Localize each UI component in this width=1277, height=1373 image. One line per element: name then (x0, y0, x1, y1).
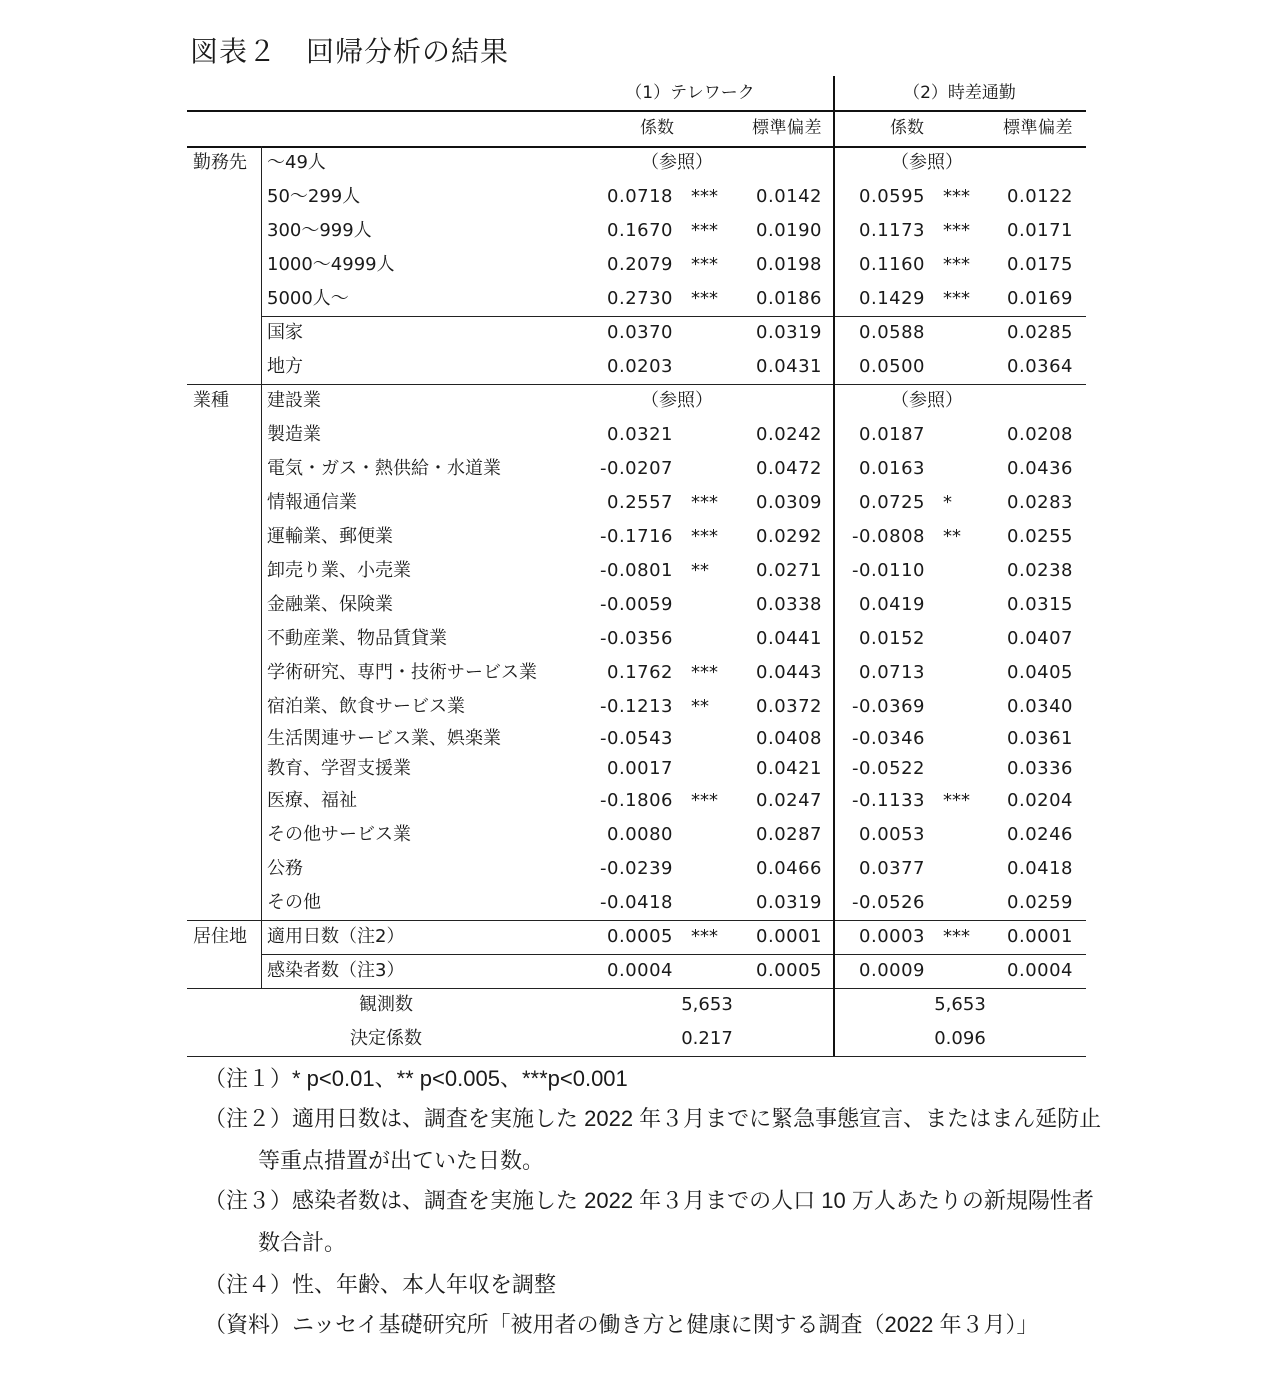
reference-marker-2: （参照） (891, 152, 963, 173)
se-2: 0.0407 (1007, 628, 1073, 649)
row-label: 不動産業、物品賃貸業 (267, 628, 447, 649)
group-label: 業種 (193, 390, 229, 411)
coef-header-2: 係数 (890, 118, 924, 138)
coef-2: 0.0725 (859, 492, 925, 513)
se-header-2: 標準偏差 (1003, 118, 1073, 138)
se-2: 0.0315 (1007, 594, 1073, 615)
se-1: 0.0292 (756, 526, 822, 547)
coef-1: -0.0239 (600, 858, 673, 879)
row-label: 国家 (267, 322, 303, 343)
coef-1: 0.0004 (607, 960, 673, 981)
coef-2: -0.0526 (852, 892, 925, 913)
summary-label: 観測数 (359, 994, 413, 1015)
coef-2: 0.0595 (859, 186, 925, 207)
se-2: 0.0336 (1007, 758, 1073, 779)
coef-1: 0.1762 (607, 662, 673, 683)
coef-1: 0.0017 (607, 758, 673, 779)
se-2: 0.0340 (1007, 696, 1073, 717)
row-label: 50～299人 (267, 186, 361, 207)
reference-marker-2: （参照） (891, 390, 963, 411)
se-2: 0.0238 (1007, 560, 1073, 581)
note-line: （注１）* p<0.01、** p<0.005、***p<0.001 (204, 1066, 628, 1091)
stars-2: *** (943, 220, 970, 241)
model-divider (833, 76, 835, 1056)
coef-2: 0.0053 (859, 824, 925, 845)
row-label: 金融業、保険業 (267, 594, 393, 615)
row-label: ～49人 (267, 152, 326, 173)
coef-2: 0.0713 (859, 662, 925, 683)
summary-value-1: 5,653 (681, 994, 733, 1015)
se-1: 0.0443 (756, 662, 822, 683)
row-label: その他サービス業 (267, 824, 411, 845)
coef-2: 0.0163 (859, 458, 925, 479)
coef-1: -0.0059 (600, 594, 673, 615)
row-label: 製造業 (267, 424, 321, 445)
coef-2: -0.0369 (852, 696, 925, 717)
coef-1: 0.2730 (607, 288, 673, 309)
row-label: 公務 (267, 858, 303, 879)
row-label: 運輸業、郵便業 (267, 526, 393, 547)
se-1: 0.0142 (756, 186, 822, 207)
se-2: 0.0171 (1007, 220, 1073, 241)
coef-1: 0.0005 (607, 926, 673, 947)
coef-2: 0.1173 (859, 220, 925, 241)
coef-2: 0.1160 (859, 254, 925, 275)
stars-1: *** (691, 926, 718, 947)
se-2: 0.0361 (1007, 728, 1073, 749)
coef-2: -0.0346 (852, 728, 925, 749)
se-2: 0.0436 (1007, 458, 1073, 479)
stars-2: *** (943, 288, 970, 309)
coef-1: -0.0418 (600, 892, 673, 913)
se-header-1: 標準偏差 (752, 118, 822, 138)
table-bottom-rule (187, 1056, 1086, 1057)
stars-2: ** (943, 526, 961, 547)
stars-1: *** (691, 662, 718, 683)
coef-1: 0.1670 (607, 220, 673, 241)
se-1: 0.0198 (756, 254, 822, 275)
summary-value-2: 0.096 (934, 1028, 986, 1049)
se-2: 0.0418 (1007, 858, 1073, 879)
stars-1: *** (691, 254, 718, 275)
se-2: 0.0175 (1007, 254, 1073, 275)
note-line: （注４）性、年齢、本人年収を調整 (204, 1272, 557, 1297)
stars-1: ** (691, 696, 709, 717)
stars-1: *** (691, 186, 718, 207)
coef-2: 0.0009 (859, 960, 925, 981)
stars-2: * (943, 492, 952, 513)
reference-marker-1: （参照） (641, 152, 713, 173)
coef-1: 0.0718 (607, 186, 673, 207)
row-label: 300～999人 (267, 220, 372, 241)
se-1: 0.0338 (756, 594, 822, 615)
stars-1: *** (691, 790, 718, 811)
coef-2: 0.0152 (859, 628, 925, 649)
stars-2: *** (943, 254, 970, 275)
group-label: 勤務先 (193, 152, 247, 173)
row-label: 学術研究、専門・技術サービス業 (267, 662, 537, 683)
model1-header: （1）テレワーク (625, 83, 755, 103)
figure-title: 図表２ 回帰分析の結果 (190, 35, 510, 68)
coef-1: -0.0543 (600, 728, 673, 749)
se-2: 0.0364 (1007, 356, 1073, 377)
coef-1: -0.1213 (600, 696, 673, 717)
se-1: 0.0472 (756, 458, 822, 479)
coef-1: 0.2079 (607, 254, 673, 275)
se-1: 0.0372 (756, 696, 822, 717)
row-label: 生活関連サービス業、娯楽業 (267, 728, 501, 749)
se-2: 0.0001 (1007, 926, 1073, 947)
row-label: 建設業 (267, 390, 321, 411)
stars-1: ** (691, 560, 709, 581)
row-label: 情報通信業 (267, 492, 357, 513)
se-2: 0.0208 (1007, 424, 1073, 445)
coef-2: 0.0003 (859, 926, 925, 947)
se-2: 0.0285 (1007, 322, 1073, 343)
summary-label: 決定係数 (350, 1028, 422, 1049)
row-label: 適用日数（注2） (267, 926, 405, 947)
row-label: その他 (267, 892, 321, 913)
coef-header-1: 係数 (640, 118, 674, 138)
coef-2: -0.0110 (852, 560, 925, 581)
group-label: 居住地 (193, 926, 247, 947)
row-label: 感染者数（注3） (267, 960, 405, 981)
se-1: 0.0466 (756, 858, 822, 879)
se-2: 0.0004 (1007, 960, 1073, 981)
se-1: 0.0319 (756, 322, 822, 343)
reference-marker-1: （参照） (641, 390, 713, 411)
stars-1: *** (691, 492, 718, 513)
note-line: 等重点措置が出ていた日数。 (258, 1148, 545, 1173)
stars-1: *** (691, 288, 718, 309)
note-line: 数合計。 (258, 1230, 347, 1255)
coef-1: -0.0207 (600, 458, 673, 479)
coef-2: -0.1133 (852, 790, 925, 811)
coef-1: -0.0801 (600, 560, 673, 581)
row-label: 電気・ガス・熱供給・水道業 (267, 458, 501, 479)
coef-2: 0.1429 (859, 288, 925, 309)
se-2: 0.0204 (1007, 790, 1073, 811)
coef-2: 0.0419 (859, 594, 925, 615)
stars-1: *** (691, 526, 718, 547)
summary-value-1: 0.217 (681, 1028, 733, 1049)
coef-1: 0.2557 (607, 492, 673, 513)
se-1: 0.0431 (756, 356, 822, 377)
se-2: 0.0169 (1007, 288, 1073, 309)
se-2: 0.0122 (1007, 186, 1073, 207)
coef-1: -0.1716 (600, 526, 673, 547)
coef-1: 0.0080 (607, 824, 673, 845)
se-1: 0.0242 (756, 424, 822, 445)
coef-2: 0.0500 (859, 356, 925, 377)
coef-2: 0.0377 (859, 858, 925, 879)
note-line: （資料）ニッセイ基礎研究所「被用者の働き方と健康に関する調査（2022 年３月）」 (204, 1312, 1039, 1337)
se-2: 0.0255 (1007, 526, 1073, 547)
se-1: 0.0005 (756, 960, 822, 981)
se-2: 0.0283 (1007, 492, 1073, 513)
coef-1: 0.0203 (607, 356, 673, 377)
se-1: 0.0001 (756, 926, 822, 947)
note-line: （注３）感染者数は、調査を実施した 2022 年３月までの人口 10 万人あたりの新規陽性者 (204, 1188, 1094, 1213)
row-label: 5000人～ (267, 288, 349, 309)
stars-1: *** (691, 220, 718, 241)
coef-2: 0.0588 (859, 322, 925, 343)
se-1: 0.0408 (756, 728, 822, 749)
se-1: 0.0247 (756, 790, 822, 811)
se-2: 0.0259 (1007, 892, 1073, 913)
label-column-border (261, 146, 262, 988)
se-1: 0.0421 (756, 758, 822, 779)
row-label: 医療、福祉 (267, 790, 357, 811)
model2-header: （2）時差通勤 (903, 83, 1016, 103)
row-label: 教育、学習支援業 (267, 758, 411, 779)
note-line: （注２）適用日数は、調査を実施した 2022 年３月までに緊急事態宣言、またはまん延防止 (204, 1106, 1102, 1131)
row-label: 卸売り業、小売業 (267, 560, 411, 581)
se-1: 0.0271 (756, 560, 822, 581)
se-1: 0.0287 (756, 824, 822, 845)
stars-2: *** (943, 186, 970, 207)
coef-2: -0.0808 (852, 526, 925, 547)
coef-2: -0.0522 (852, 758, 925, 779)
se-1: 0.0441 (756, 628, 822, 649)
stars-2: *** (943, 926, 970, 947)
row-label: 宿泊業、飲食サービス業 (267, 696, 465, 717)
se-1: 0.0186 (756, 288, 822, 309)
se-1: 0.0309 (756, 492, 822, 513)
stars-2: *** (943, 790, 970, 811)
coef-1: 0.0321 (607, 424, 673, 445)
se-1: 0.0190 (756, 220, 822, 241)
coef-1: -0.1806 (600, 790, 673, 811)
se-2: 0.0246 (1007, 824, 1073, 845)
coef-2: 0.0187 (859, 424, 925, 445)
se-1: 0.0319 (756, 892, 822, 913)
coef-1: -0.0356 (600, 628, 673, 649)
coef-1: 0.0370 (607, 322, 673, 343)
se-2: 0.0405 (1007, 662, 1073, 683)
row-label: 1000～4999人 (267, 254, 395, 275)
summary-value-2: 5,653 (934, 994, 986, 1015)
row-label: 地方 (267, 356, 303, 377)
